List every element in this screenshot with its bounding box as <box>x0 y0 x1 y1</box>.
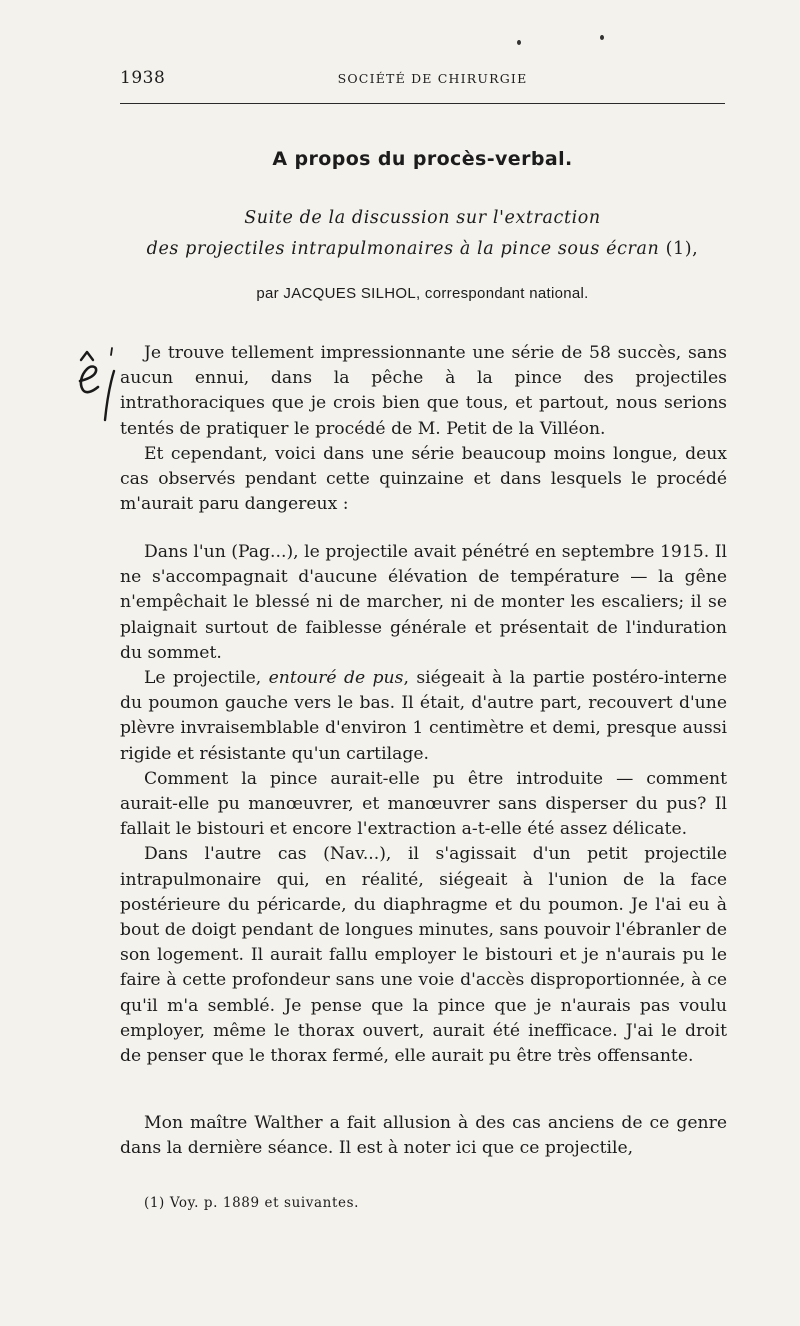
subtitle-text-2: des projectiles intrapulmonaires à la pince sous écran <box>146 239 660 259</box>
paragraph: Mon maître Walther a fait allusion à des cas anciens de ce genre dans la dernière séance. Il est à noter ici que ce projectile, <box>120 1113 727 1159</box>
paragraph-text: , siégeait à la partie postéro-interne du poumon gauche vers le bas. Il était, d'autre part, recouvert d'une plèvre invraisemblable d'environ 1 centimètre et demi, presque aussi rigide et résistante qu'un cartilage. <box>120 668 727 764</box>
article-subtitle-line-2 <box>120 239 725 259</box>
footnote: (1) Voy. p. 1889 et suivantes. <box>144 1195 359 1211</box>
paragraph: Dans l'un (Pag...), le projectile avait pénétré en septembre 1915. Il ne s'accompagnait d'aucune élévation de température — la gêne n'empêchait le blessé ni de marcher, ni de monter les escaliers; il se plaignait surtout de faiblesse générale et présentait de l'induration du sommet. <box>120 542 727 663</box>
body-text-section-2 <box>120 540 727 1069</box>
body-text-section-3 <box>120 1111 727 1161</box>
paragraph: Dans l'autre cas (Nav...), il s'agissait d'un petit projectile intrapulmonaire qui, en réalité, siégeait à l'union de la face postérieure du péricarde, du diaphragme et du poumon. Je l'ai eu à bout de doigt pendant de longues minutes, sans pouvoir l'ébranler de son logement. Il aurait fallu employer le bistouri et je n'aurais pu le faire à cette profondeur sans une voie d'accès disproportionnée, à ce qu'il m'a semblé. Je pense que la pince que je n'aurais pas voulu employer, même le thorax ouvert, aurait été inefficace. J'ai le droit de penser que le thorax fermé, elle aurait pu être très offensante. <box>120 844 727 1067</box>
subtitle-text-1: Suite de la discussion sur l'extraction <box>244 208 601 228</box>
page-number: 1938 <box>120 68 166 88</box>
print-speck <box>517 40 521 45</box>
header-rule <box>120 103 725 104</box>
author-byline: par JACQUES SILHOL, correspondant national. <box>256 285 589 302</box>
page-header <box>120 68 725 90</box>
paragraph: Je trouve tellement impressionnante une série de 58 succès, sans aucun ennui, dans la pêche à la pince des projectiles intrathoraciques que je crois bien que tous, et partout, nous serions tentés de pratiquer le procédé de M. Petit de la Villéon. <box>120 343 727 439</box>
footnote-reference[interactable]: (1), <box>665 239 699 259</box>
body-text-section-1 <box>120 341 727 517</box>
article-title: A propos du procès-verbal. <box>272 148 573 170</box>
paragraph <box>120 666 727 767</box>
running-head: SOCIÉTÉ DE CHIRURGIE <box>337 71 528 86</box>
article-subtitle-line-1 <box>120 208 725 228</box>
print-speck <box>600 35 604 40</box>
handwritten-correction-mark <box>74 342 120 432</box>
paragraph: Et cependant, voici dans une série beaucoup moins longue, deux cas observés pendant cette quinzaine et dans lesquels le procédé m'aurait paru dangereux : <box>120 443 727 515</box>
paragraph-text: Le projectile, <box>144 668 262 689</box>
paragraph: Comment la pince aurait-elle pu être introduite — comment aurait-elle pu manœuvrer, et manœuvrer sans disperser du pus? Il fallait le bistouri et encore l'extraction a-t-elle été assez délicate. <box>120 768 727 840</box>
emphasis-text: entouré de pus <box>268 668 404 689</box>
